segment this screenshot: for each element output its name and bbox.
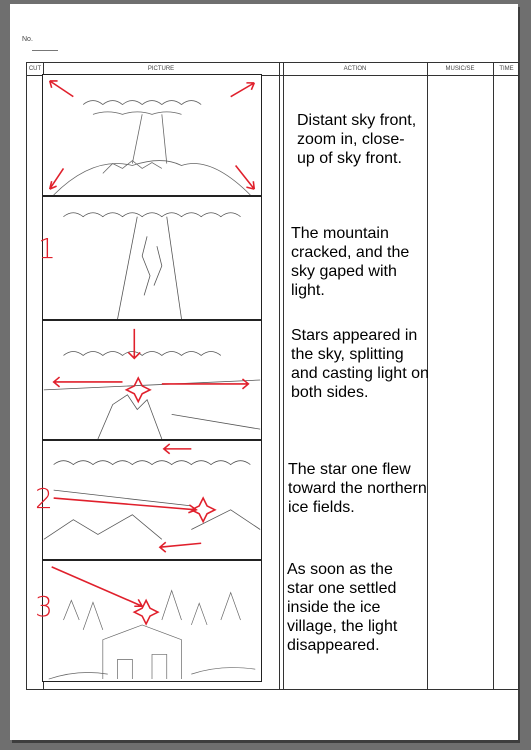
- action-text-3: Stars appeared in the sky, splitting and casting light on both sides.: [291, 327, 429, 401]
- splitting-star-sketch: [43, 321, 261, 439]
- action-text-2: The mountain cracked, and the sky gaped with light.: [291, 225, 410, 299]
- number-label: No.: [22, 36, 33, 43]
- action-text-1: Distant sky front, zoom in, close-up of sky front.: [297, 112, 417, 167]
- col-header-action: ACTION: [343, 66, 367, 72]
- cut-number-1: 1: [38, 232, 56, 265]
- number-line: [32, 50, 58, 51]
- picture-panel-3: [42, 320, 262, 440]
- col-header-time: TIME: [499, 66, 514, 72]
- cut-number-2: 2: [35, 482, 53, 515]
- picture-panel-1: [42, 74, 262, 196]
- direction-arrow-icon: [54, 444, 215, 552]
- cracked-mountain-sketch: [43, 197, 261, 319]
- storyboard-sheet: [10, 4, 518, 740]
- star-flight-sketch: [43, 441, 261, 559]
- picture-panel-4: [42, 440, 262, 560]
- direction-arrow-icon: [52, 567, 158, 624]
- divider: [493, 63, 494, 689]
- action-text-4: The star one flew toward the northern ice fields.: [288, 461, 427, 516]
- cut-number-3: 3: [35, 590, 53, 623]
- col-header-picture: PICTURE: [147, 66, 175, 72]
- picture-panel-2: [42, 196, 262, 320]
- direction-arrow-icon: [54, 329, 249, 402]
- col-header-cut: CUT: [28, 66, 42, 72]
- ice-village-sketch: [43, 561, 261, 681]
- picture-panel-5: [42, 560, 262, 682]
- sky-front-sketch: [43, 75, 261, 195]
- divider: [279, 63, 280, 689]
- col-header-music: MUSIC/SE: [445, 66, 475, 72]
- divider: [283, 63, 284, 689]
- action-text-5: As soon as the star one settled inside the ice village, the light disappeared.: [287, 561, 398, 654]
